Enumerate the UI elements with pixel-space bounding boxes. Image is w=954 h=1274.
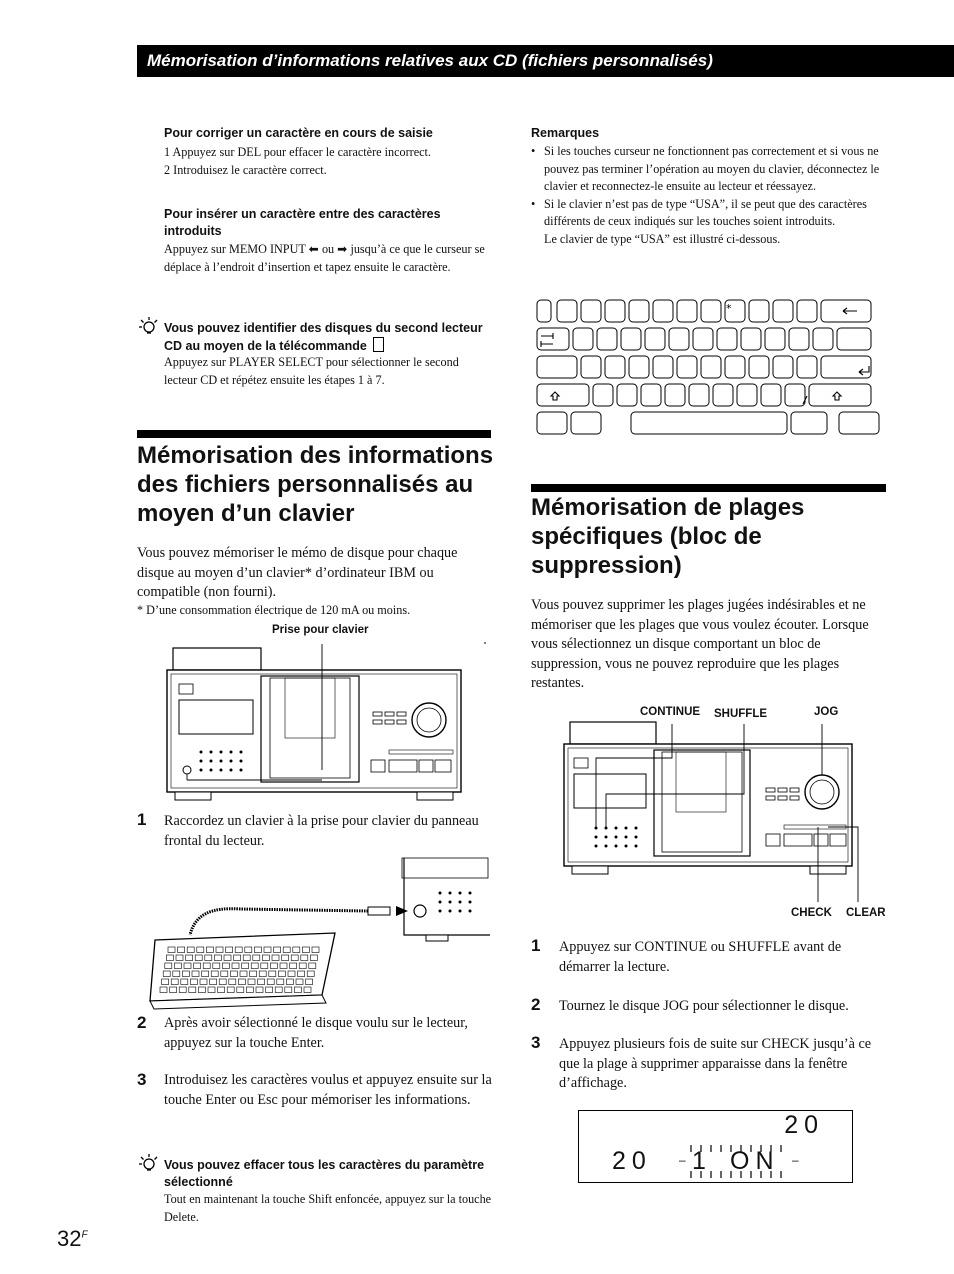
display-dash-right: – <box>792 1153 799 1167</box>
correct-steps <box>164 144 494 179</box>
display-top-value: 20 <box>784 1111 824 1139</box>
right-arrow-icon: ➡ <box>337 242 348 256</box>
remarks-list <box>531 143 889 248</box>
correct-title: Pour corriger un caractère en cours de saisie <box>164 126 433 140</box>
keyboard-key <box>537 412 567 434</box>
keyboard-key <box>737 384 757 406</box>
keyboard-key <box>677 356 697 378</box>
keyboard-key <box>677 300 697 322</box>
del-step-1-number: 1 <box>531 936 541 955</box>
keyboard-key <box>537 300 551 322</box>
insert-text-2: jusqu’à ce que le curseur se déplace à l’endroit d’insertion et tapez ensuite le caractère. <box>164 242 485 274</box>
keyboard-key <box>571 412 601 434</box>
keyboard-key <box>689 384 709 406</box>
tip1-text: Appuyez sur PLAYER SELECT pour sélectionner le second lecteur CD et répétez ensuite les étapes 1 à 7. <box>164 355 459 387</box>
keyboard-key <box>617 384 637 406</box>
del-step-2-number: 2 <box>531 995 541 1014</box>
keyboard-key <box>605 356 625 378</box>
keyboard-key <box>749 356 769 378</box>
section-rule-keyboard <box>137 430 491 438</box>
label-shuffle: SHUFFLE <box>714 708 768 720</box>
keyboard-connection-illustration <box>150 855 495 1015</box>
keyboard-key <box>773 356 793 378</box>
keyboard-key <box>837 328 871 350</box>
display-window <box>578 1110 853 1183</box>
remarks-title: Remarques <box>531 126 600 140</box>
label-continue: CONTINUE <box>640 706 701 718</box>
keyboard-key <box>725 356 745 378</box>
page-number-suffix: F <box>81 1229 88 1241</box>
keyboard-key <box>839 412 879 434</box>
keyboard-key <box>693 328 713 350</box>
keyboard-key <box>605 300 625 322</box>
keyboard-key <box>741 328 761 350</box>
keyboard-key <box>629 300 649 322</box>
keyboard-key <box>669 328 689 350</box>
keyboard-key <box>653 300 673 322</box>
display-disc-value: 20 <box>612 1147 652 1175</box>
remark-2: • Si le clavier n’est pas de type “USA”, il se peut que des caractères différents de ceux indiqués sur les touches soient introduits. <box>531 196 889 231</box>
keyboard-key <box>631 412 787 434</box>
keyboard-key <box>701 356 721 378</box>
tip1-title-text: Vous pouvez identifier des disques du second lecteur CD au moyen de la télécommande <box>164 321 483 353</box>
section-rule-delete <box>531 484 886 492</box>
keyboard-key <box>573 328 593 350</box>
keyboard-key <box>797 300 817 322</box>
correct-step-1: 1 Appuyez sur DEL pour effacer le caractère incorrect. <box>164 145 431 159</box>
header-banner: Mémorisation d’informations relatives aux CD (fichiers personnalisés) <box>137 45 954 77</box>
keyboard-key <box>621 328 641 350</box>
page-number <box>57 1226 88 1252</box>
cd-player-illustration-1 <box>165 642 465 807</box>
label-jog: JOG <box>814 706 839 718</box>
delete-intro: Vous pouvez supprimer les plages jugées indésirables et ne mémoriser que les plages que vous voulez écouter. Lorsque vous sélectionnez un disque comportant un bloc de suppression, vous ne pouvez reproduire que les plages restantes. <box>531 597 869 691</box>
keyboard-key <box>629 356 649 378</box>
keyboard-key <box>789 328 809 350</box>
keyboard-key <box>537 356 577 378</box>
lightbulb-tip-icon <box>139 316 159 336</box>
kb-step-2-text: Après avoir sélectionné le disque voulu sur le lecteur, appuyez sur la touche Enter. <box>164 1015 468 1051</box>
tip2-title: Vous pouvez effacer tous les caractères du paramètre sélectionné <box>164 1158 485 1189</box>
remark-1: • Si les touches curseur ne fonctionnent pas correctement et si vous ne pouvez pas terminer l’opération au moyen du clavier, déconnectez le clavier et reconnectez-le ensuite au lecteur et réessayez. <box>531 143 889 196</box>
kb-step-2-number: 2 <box>137 1013 147 1032</box>
del-step-1-text: Appuyez sur CONTINUE ou SHUFFLE avant de démarrer la lecture. <box>559 939 842 975</box>
tip1-title <box>164 320 494 355</box>
page-number-value: 32 <box>57 1226 82 1251</box>
remark-extra: Le clavier de type “USA” est illustré ci-dessous. <box>544 231 781 246</box>
keyboard-key <box>813 328 833 350</box>
cd-player-illustration-2 <box>562 720 862 905</box>
kb-step-1-number: 1 <box>137 810 147 829</box>
label-check: CHECK <box>791 907 832 919</box>
keyboard-key <box>713 384 733 406</box>
delete-section-heading: Mémorisation de plages spécifiques (bloc de suppression) <box>531 494 805 579</box>
asterisk-key-glyph: * <box>726 302 732 315</box>
del-step-3-text: Appuyez plusieurs fois de suite sur CHECK jusqu’à ce que la plage à supprimer apparaisse dans la fenêtre d’affichage. <box>559 1036 872 1091</box>
keyboard-key <box>701 300 721 322</box>
insert-text <box>164 241 492 276</box>
kb-step-1-text: Raccordez un clavier à la prise pour clavier du panneau frontal du lecteur. <box>164 813 479 849</box>
keyboard-key <box>653 356 673 378</box>
tip2-text: Tout en maintenant la touche Shift enfoncée, appuyez sur la touche Delete. <box>164 1192 492 1224</box>
keyboard-key <box>773 300 793 322</box>
display-track-value: 1 <box>692 1147 706 1175</box>
keyboard-key <box>645 328 665 350</box>
keyboard-key <box>797 356 817 378</box>
keyboard-key <box>581 300 601 322</box>
keyboard-key <box>821 356 871 378</box>
keyboard-key <box>749 300 769 322</box>
lightbulb-tip-icon-2 <box>139 1153 159 1173</box>
insert-text-1: Appuyez sur MEMO INPUT <box>164 242 306 256</box>
keyboard-key <box>597 328 617 350</box>
remote-icon <box>373 337 384 352</box>
keyboard-key <box>717 328 737 350</box>
keyboard-key <box>593 384 613 406</box>
display-status-value: ON <box>730 1147 780 1175</box>
keyboard-key <box>641 384 661 406</box>
label-clear: CLEAR <box>846 907 886 919</box>
display-dash-left: – <box>679 1153 686 1167</box>
keyboard-key <box>765 328 785 350</box>
correct-step-2: 2 Introduisez le caractère correct. <box>164 162 327 177</box>
kb-step-3-text: Introduisez les caractères voulus et appuyez ensuite sur la touche Enter ou Esc pour mémoriser les informations. <box>164 1072 492 1108</box>
insert-title: Pour insérer un caractère entre des caractères introduits <box>164 207 441 238</box>
keyboard-key <box>581 356 601 378</box>
keyboard-key <box>665 384 685 406</box>
keyboard-key <box>557 300 577 322</box>
insert-text-ou: ou <box>321 242 335 256</box>
del-step-2-text: Tournez le disque JOG pour sélectionner le disque. <box>559 998 849 1014</box>
keyboard-key <box>761 384 781 406</box>
usa-keyboard-illustration <box>537 300 882 440</box>
keyboard-key <box>791 412 827 434</box>
keyboard-key <box>537 384 589 406</box>
display-track-ticks <box>689 1141 789 1186</box>
kb-step-3-number: 3 <box>137 1070 147 1089</box>
keyboard-key <box>785 384 805 406</box>
left-arrow-icon: ⬅ <box>308 242 319 256</box>
del-step-3-number: 3 <box>531 1033 541 1052</box>
keyboard-intro: Vous pouvez mémoriser le mémo de disque pour chaque disque au moyen d’un clavier* d’ordinateur IBM ou compatible (non fourni). <box>137 545 458 600</box>
keyboard-footnote: * D’une consommation électrique de 120 mA ou moins. <box>137 603 411 617</box>
label-prise-clavier: Prise pour clavier <box>272 624 369 636</box>
keyboard-section-heading: Mémorisation des informations des fichiers personnalisés au moyen d’un clavier <box>137 442 494 527</box>
